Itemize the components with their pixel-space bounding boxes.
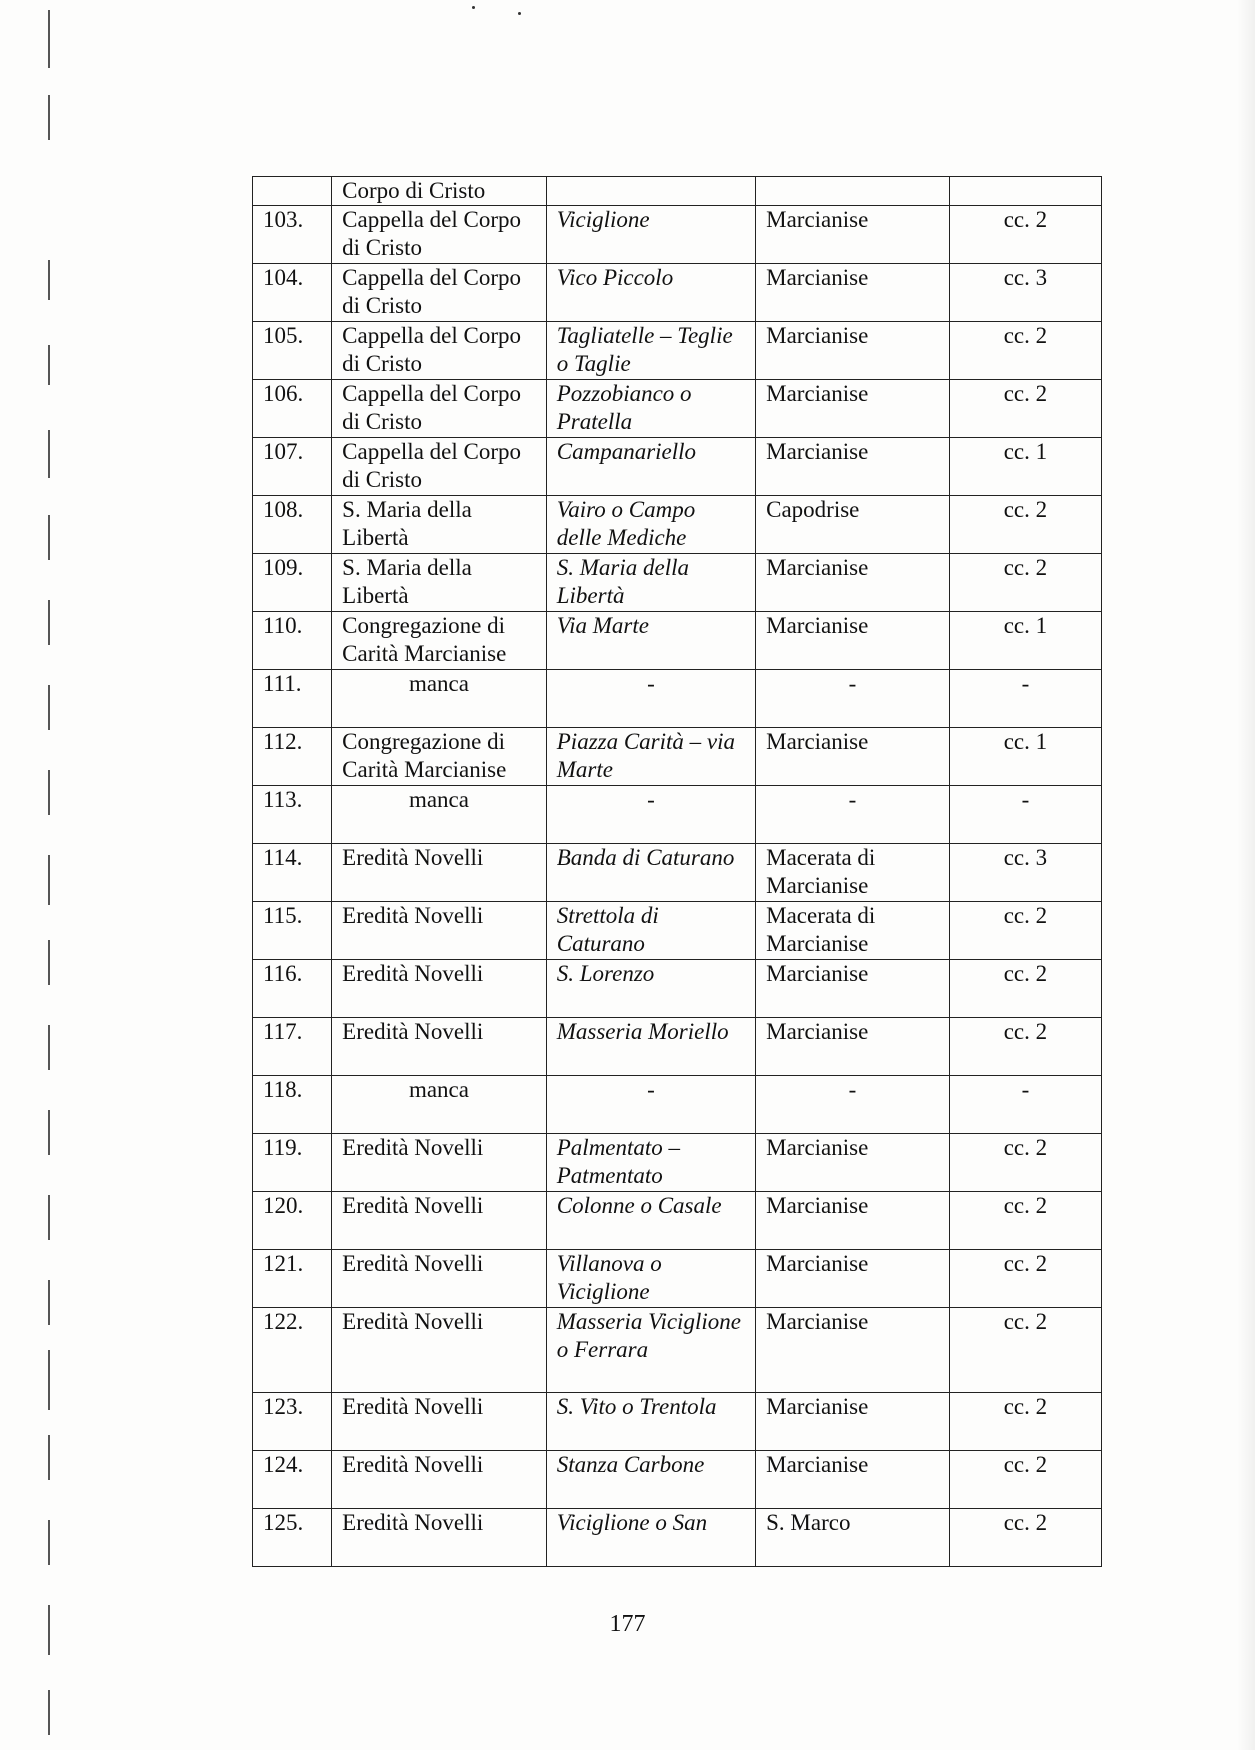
- row-folio-count: cc. 2: [949, 1308, 1101, 1393]
- table-row: [253, 554, 1102, 612]
- table-row: [253, 960, 1102, 1018]
- row-folio-count: cc. 2: [949, 554, 1101, 612]
- binding-mark: [48, 95, 50, 140]
- binding-mark: [48, 1350, 50, 1410]
- row-folio-count: -: [949, 670, 1101, 728]
- row-folio-count: cc. 2: [949, 1134, 1101, 1192]
- row-number: 109.: [253, 554, 332, 612]
- row-number: 119.: [253, 1134, 332, 1192]
- row-locality: Viciglione: [546, 206, 755, 264]
- row-folio-count: cc. 2: [949, 960, 1101, 1018]
- row-municipality: [756, 177, 950, 206]
- row-municipality: Marcianise: [756, 380, 950, 438]
- row-folio-count: cc. 2: [949, 496, 1101, 554]
- row-folio-count: cc. 2: [949, 206, 1101, 264]
- row-folio-count: -: [949, 786, 1101, 844]
- binding-mark: [48, 1520, 50, 1565]
- row-folio-count: cc. 2: [949, 1192, 1101, 1250]
- row-municipality: Marcianise: [756, 554, 950, 612]
- table-row: [253, 496, 1102, 554]
- row-municipality: Marcianise: [756, 612, 950, 670]
- binding-mark: [48, 515, 50, 560]
- binding-mark: [48, 10, 50, 68]
- binding-mark: [48, 430, 50, 478]
- row-folio-count: cc. 2: [949, 380, 1101, 438]
- table-row: [253, 902, 1102, 960]
- row-number: 123.: [253, 1393, 332, 1451]
- row-entity: Eredità Novelli: [332, 1134, 547, 1192]
- row-number: 106.: [253, 380, 332, 438]
- row-municipality: Marcianise: [756, 438, 950, 496]
- row-municipality: Marcianise: [756, 1393, 950, 1451]
- row-municipality: Macerata di Marcianise: [756, 902, 950, 960]
- table-row: [253, 844, 1102, 902]
- table-row: [253, 1134, 1102, 1192]
- table-row: [253, 612, 1102, 670]
- table-row: [253, 438, 1102, 496]
- row-folio-count: cc. 1: [949, 612, 1101, 670]
- page-edge-shadow: [1237, 0, 1255, 1750]
- row-locality: Pozzobianco o Pratella: [546, 380, 755, 438]
- table-row: [253, 670, 1102, 728]
- row-municipality: Marcianise: [756, 1451, 950, 1509]
- row-locality: S. Vito o Trentola: [546, 1393, 755, 1451]
- table-row: [253, 264, 1102, 322]
- row-locality: Stanza Carbone: [546, 1451, 755, 1509]
- row-entity: Eredità Novelli: [332, 1192, 547, 1250]
- table-row: [253, 177, 1102, 206]
- row-folio-count: cc. 2: [949, 322, 1101, 380]
- row-number: 110.: [253, 612, 332, 670]
- row-entity: Eredità Novelli: [332, 1509, 547, 1567]
- row-locality: Villanova o Viciglione: [546, 1250, 755, 1308]
- row-locality: Piazza Carità – via Marte: [546, 728, 755, 786]
- row-locality: Colonne o Casale: [546, 1192, 755, 1250]
- row-locality: Via Marte: [546, 612, 755, 670]
- row-folio-count: cc. 2: [949, 1509, 1101, 1567]
- row-entity: Cappella del Corpo di Cristo: [332, 322, 547, 380]
- row-municipality: Marcianise: [756, 1134, 950, 1192]
- row-entity: Eredità Novelli: [332, 1308, 547, 1393]
- row-municipality: Marcianise: [756, 728, 950, 786]
- row-entity: Cappella del Corpo di Cristo: [332, 380, 547, 438]
- archive-register-table: [252, 176, 1102, 1567]
- binding-mark: [48, 600, 50, 645]
- row-municipality: -: [756, 1076, 950, 1134]
- row-entity: Eredità Novelli: [332, 1250, 547, 1308]
- row-entity: Eredità Novelli: [332, 844, 547, 902]
- row-entity: Eredità Novelli: [332, 960, 547, 1018]
- row-number: 125.: [253, 1509, 332, 1567]
- row-folio-count: cc. 2: [949, 1393, 1101, 1451]
- scan-speck: [472, 6, 475, 9]
- row-folio-count: cc. 2: [949, 1018, 1101, 1076]
- row-number: 114.: [253, 844, 332, 902]
- row-municipality: Marcianise: [756, 960, 950, 1018]
- row-number: 115.: [253, 902, 332, 960]
- row-folio-count: cc. 3: [949, 264, 1101, 322]
- row-locality: Vico Piccolo: [546, 264, 755, 322]
- row-entity: S. Maria della Libertà: [332, 496, 547, 554]
- row-entity: S. Maria della Libertà: [332, 554, 547, 612]
- row-number: 112.: [253, 728, 332, 786]
- row-municipality: Marcianise: [756, 1192, 950, 1250]
- row-locality: [546, 177, 755, 206]
- binding-mark: [48, 1025, 50, 1070]
- row-number: 122.: [253, 1308, 332, 1393]
- row-locality: S. Lorenzo: [546, 960, 755, 1018]
- row-municipality: Marcianise: [756, 1308, 950, 1393]
- row-entity: manca: [332, 1076, 547, 1134]
- row-entity: Cappella del Corpo di Cristo: [332, 206, 547, 264]
- binding-mark: [48, 770, 50, 815]
- row-municipality: Marcianise: [756, 206, 950, 264]
- row-folio-count: -: [949, 1076, 1101, 1134]
- row-entity: Eredità Novelli: [332, 1018, 547, 1076]
- row-number: 111.: [253, 670, 332, 728]
- row-entity: Cappella del Corpo di Cristo: [332, 438, 547, 496]
- row-municipality: Marcianise: [756, 1250, 950, 1308]
- row-municipality: Capodrise: [756, 496, 950, 554]
- row-folio-count: cc. 1: [949, 438, 1101, 496]
- row-locality: -: [546, 786, 755, 844]
- row-folio-count: [949, 177, 1101, 206]
- row-number: 124.: [253, 1451, 332, 1509]
- binding-mark: [48, 1690, 50, 1735]
- row-municipality: -: [756, 670, 950, 728]
- row-number: 117.: [253, 1018, 332, 1076]
- row-locality: Strettola di Caturano: [546, 902, 755, 960]
- table-row: [253, 322, 1102, 380]
- row-number: 120.: [253, 1192, 332, 1250]
- row-number: 121.: [253, 1250, 332, 1308]
- row-locality: -: [546, 670, 755, 728]
- binding-mark: [48, 1435, 50, 1480]
- row-folio-count: cc. 2: [949, 1451, 1101, 1509]
- binding-mark: [48, 855, 50, 905]
- row-locality: Banda di Caturano: [546, 844, 755, 902]
- register-body: [253, 177, 1102, 1567]
- row-municipality: Marcianise: [756, 322, 950, 380]
- row-number: 104.: [253, 264, 332, 322]
- binding-mark: [48, 345, 50, 385]
- table-row: [253, 1076, 1102, 1134]
- row-entity: Cappella del Corpo di Cristo: [332, 264, 547, 322]
- row-municipality: S. Marco: [756, 1509, 950, 1567]
- table-row: [253, 1250, 1102, 1308]
- binding-mark: [48, 685, 50, 730]
- row-entity: manca: [332, 786, 547, 844]
- binding-mark: [48, 940, 50, 985]
- table-row: [253, 1192, 1102, 1250]
- row-municipality: Macerata di Marcianise: [756, 844, 950, 902]
- row-municipality: -: [756, 786, 950, 844]
- table-row: [253, 206, 1102, 264]
- row-folio-count: cc. 1: [949, 728, 1101, 786]
- row-locality: Tagliatelle – Teglie o Taglie: [546, 322, 755, 380]
- page-number: 177: [609, 1611, 646, 1637]
- table-row: [253, 1308, 1102, 1393]
- row-number: 118.: [253, 1076, 332, 1134]
- table-row: [253, 786, 1102, 844]
- row-number: 105.: [253, 322, 332, 380]
- binding-mark: [48, 260, 50, 300]
- row-entity: Eredità Novelli: [332, 1393, 547, 1451]
- row-entity: Congregazione di Carità Marcianise: [332, 612, 547, 670]
- row-number: [253, 177, 332, 206]
- row-locality: Viciglione o San: [546, 1509, 755, 1567]
- row-locality: Palmentato – Patmentato: [546, 1134, 755, 1192]
- row-entity: Eredità Novelli: [332, 902, 547, 960]
- row-number: 103.: [253, 206, 332, 264]
- row-locality: Vairo o Campo delle Mediche: [546, 496, 755, 554]
- row-locality: Campanariello: [546, 438, 755, 496]
- table-row: [253, 1018, 1102, 1076]
- row-number: 116.: [253, 960, 332, 1018]
- row-locality: Masseria Viciglione o Ferrara: [546, 1308, 755, 1393]
- binding-mark: [48, 1280, 50, 1325]
- row-locality: Masseria Moriello: [546, 1018, 755, 1076]
- row-entity: Eredità Novelli: [332, 1451, 547, 1509]
- table-row: [253, 1393, 1102, 1451]
- row-folio-count: cc. 2: [949, 1250, 1101, 1308]
- row-number: 108.: [253, 496, 332, 554]
- scan-speck: [518, 12, 521, 15]
- row-folio-count: cc. 2: [949, 902, 1101, 960]
- row-entity: Corpo di Cristo: [332, 177, 547, 206]
- row-locality: S. Maria della Libertà: [546, 554, 755, 612]
- row-locality: -: [546, 1076, 755, 1134]
- table-row: [253, 728, 1102, 786]
- row-municipality: Marcianise: [756, 1018, 950, 1076]
- row-number: 113.: [253, 786, 332, 844]
- row-entity: Congregazione di Carità Marcianise: [332, 728, 547, 786]
- row-entity: manca: [332, 670, 547, 728]
- binding-mark: [48, 1110, 50, 1155]
- row-folio-count: cc. 3: [949, 844, 1101, 902]
- table-row: [253, 380, 1102, 438]
- binding-mark: [48, 1195, 50, 1240]
- table-row: [253, 1509, 1102, 1567]
- row-number: 107.: [253, 438, 332, 496]
- table-row: [253, 1451, 1102, 1509]
- row-municipality: Marcianise: [756, 264, 950, 322]
